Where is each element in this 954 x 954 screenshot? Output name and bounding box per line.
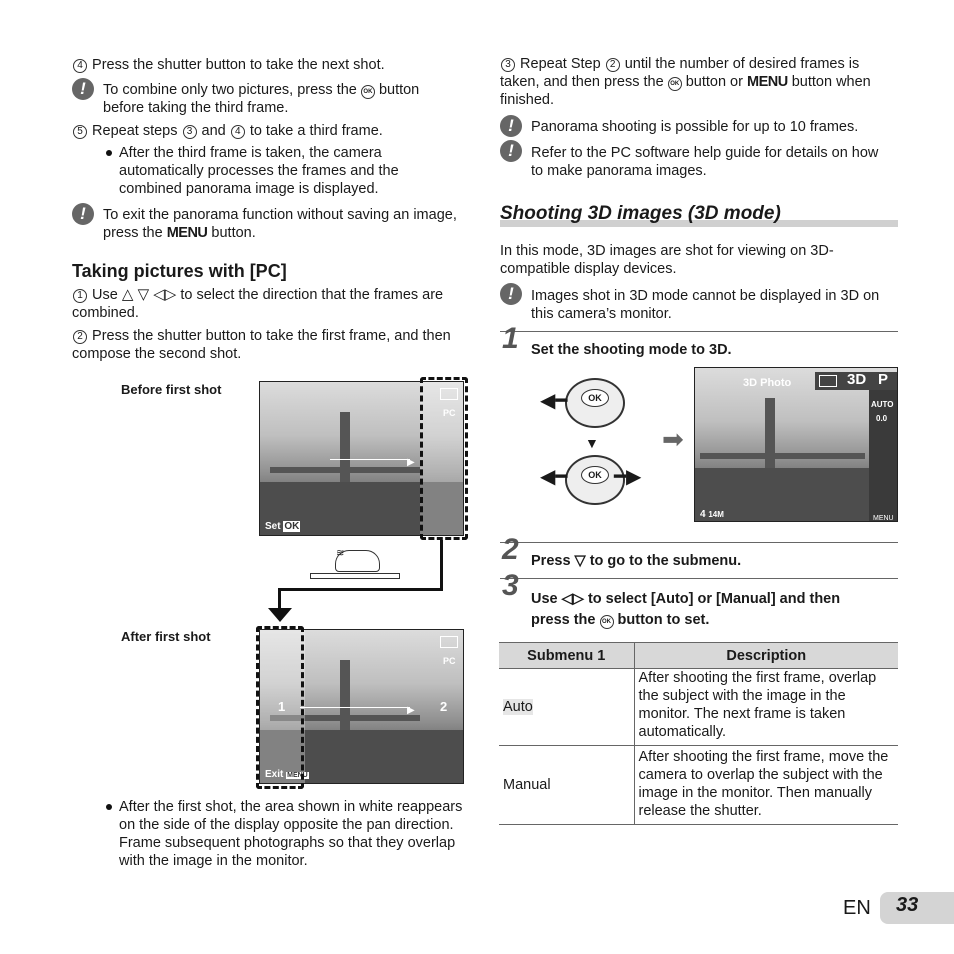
arrow-right-icon: ▶ xyxy=(407,457,415,468)
cell-manual-desc: After shooting the first frame, move the camera to overlap the subject with the image in the monitor. Then manually release the shutter. xyxy=(638,749,889,819)
lcd-ev: 0.0 xyxy=(876,414,888,423)
bullet-third-frame: After the third frame is taken, the camera automatically processes the frames and the combined panorama image is displayed. xyxy=(119,145,399,197)
lcd-3d-icon: 3D xyxy=(847,371,867,388)
caution-icon: ! xyxy=(500,140,522,162)
caution-icon: ! xyxy=(72,78,94,100)
step-3-repeat: 3 Repeat Step 2 until the number of desired frames is taken, and then press the OK button or MENU button when finished. xyxy=(500,56,871,108)
pc-step-2: 2 Press the shutter button to take the first frame, and then compose the second shot. xyxy=(72,328,451,362)
lcd-mode-name: 3D Photo xyxy=(743,377,792,389)
lcd-auto: AUTO xyxy=(871,400,894,409)
step-3-text: Use ◁▷ to select [Auto] or [Manual] and then press the OK button to set. xyxy=(531,591,841,628)
note-exit: To exit the panorama function without saving an image, press the MENU button. xyxy=(103,207,457,241)
lcd-3d-photo xyxy=(694,367,898,522)
note-pc-software: Refer to the PC software help guide for details on how to make panorama images. xyxy=(531,145,879,179)
big-arrow-icon: ➡ xyxy=(662,424,684,454)
divider xyxy=(500,542,898,543)
fig-after-label: After first shot xyxy=(121,629,211,644)
lcd-menu: MENU xyxy=(873,515,894,522)
exit-menu-label: Exit MENU xyxy=(265,769,308,780)
pc-label: PC xyxy=(443,656,456,666)
cell-manual: Manual xyxy=(499,746,634,825)
bullet-first-shot: After the first shot, the area shown in white reappears on the side of the display opposite the pan direction. Frame subsequent photographs so that they overlap with the image in the monitor. xyxy=(119,799,463,869)
panorama-icon xyxy=(819,375,837,387)
note-max-frames: Panorama shooting is possible for up to 10 frames. xyxy=(531,119,859,135)
step-4: 4 Press the shutter button to take the next shot. xyxy=(72,56,472,74)
note-combine: To combine only two pictures, press the OK button before taking the third frame. xyxy=(103,82,420,116)
caution-icon: ! xyxy=(500,283,522,305)
submenu-table xyxy=(499,642,898,825)
ok-button-icon: OK xyxy=(361,85,375,99)
mark-1: 1 xyxy=(278,699,286,714)
section-heading-3d: Shooting 3D images (3D mode) xyxy=(500,202,898,227)
mark-2: 2 xyxy=(440,699,448,714)
step-5: 5 Repeat steps 3 and 4 to take a third frame. xyxy=(72,122,472,140)
arrow-down-icon: ▼ xyxy=(585,435,599,451)
flow-line xyxy=(278,588,443,591)
arrow-keys-icon: △ ▽ ◁▷ xyxy=(121,286,177,303)
arrow-left-icon: ◀━ xyxy=(540,466,568,488)
step-number-1: 1 xyxy=(502,322,519,355)
arrow-right-icon: ▶ xyxy=(407,705,415,716)
dashed-frame-after xyxy=(256,626,304,789)
table-row xyxy=(499,746,898,825)
lcd-p-icon: P xyxy=(878,371,889,388)
cell-auto-desc: After shooting the first frame, overlap the subject with the image in the monitor. The next frame is taken automatically. xyxy=(638,670,877,740)
divider xyxy=(500,578,898,579)
th-submenu: Submenu 1 xyxy=(499,643,634,669)
shutter-hand-icon: ≋ xyxy=(310,545,400,585)
panorama-icon xyxy=(440,636,458,648)
set-ok-label: Set OK xyxy=(265,521,300,532)
caution-icon: ! xyxy=(500,115,522,137)
arrow-right-icon: ━▶ xyxy=(614,466,642,488)
step-2-text: Press ▽ to go to the submenu. xyxy=(531,553,742,569)
dashed-frame-before xyxy=(420,377,468,540)
arrow-left-icon: ◀━ xyxy=(540,390,568,412)
bullet-icon xyxy=(106,150,112,156)
bullet-icon xyxy=(106,804,112,810)
step-1-text: Set the shooting mode to 3D. xyxy=(531,342,732,358)
flow-line xyxy=(440,540,443,590)
step-number-2: 2 xyxy=(502,533,519,566)
ok-button-icon: OK xyxy=(668,77,682,91)
note-3d-display: Images shot in 3D mode cannot be displayed in 3D on this camera’s monitor. xyxy=(531,288,880,322)
th-description: Description xyxy=(726,647,807,664)
page-number: 33 xyxy=(880,892,954,924)
pc-step-1: 1 Use △ ▽ ◁▷ to select the direction that the frames are combined. xyxy=(72,286,444,321)
divider xyxy=(500,331,898,332)
lang-label: EN xyxy=(843,897,871,919)
mode-dial-1: OK xyxy=(565,378,625,428)
intro-3d: In this mode, 3D images are shot for viewing on 3D-compatible display devices. xyxy=(500,243,834,277)
pc-label: PC xyxy=(443,408,456,418)
arrow-down-icon xyxy=(268,608,292,622)
caution-icon: ! xyxy=(72,203,94,225)
ok-button-icon: OK xyxy=(600,615,614,629)
fig-before-label: Before first shot xyxy=(121,382,222,397)
mode-dial-2: OK xyxy=(565,455,625,505)
cell-auto: Auto xyxy=(499,669,634,746)
step-number-3: 3 xyxy=(502,569,519,602)
lcd-bottom: 4 14M xyxy=(700,509,724,520)
heading-pc: Taking pictures with [PC] xyxy=(72,261,287,281)
table-row xyxy=(499,669,898,746)
